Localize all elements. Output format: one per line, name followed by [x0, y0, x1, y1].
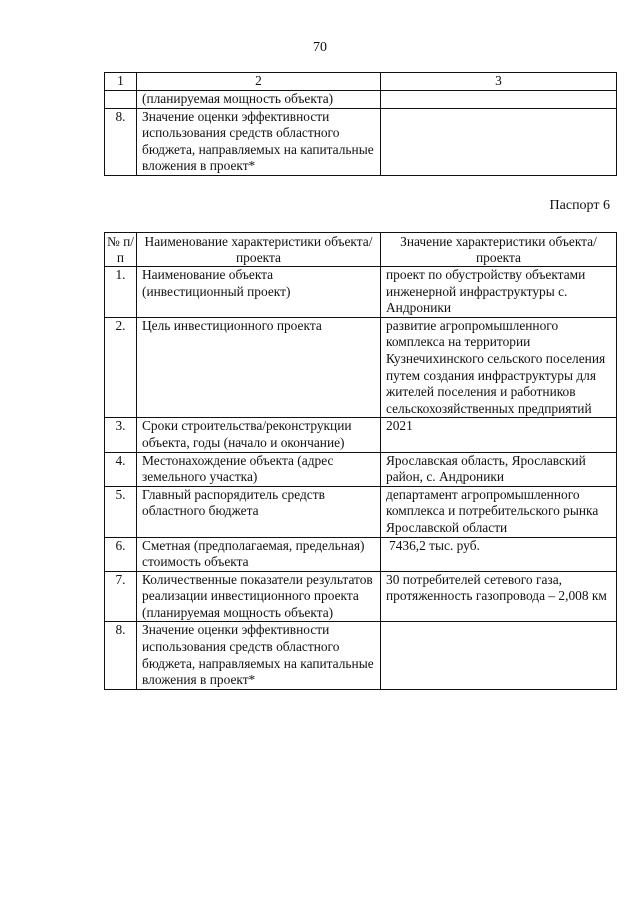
characteristic-value — [381, 537, 617, 571]
table-row — [105, 622, 617, 689]
continuation-table — [104, 72, 617, 176]
row-number: 1. — [105, 267, 137, 318]
table-row — [105, 108, 617, 175]
characteristic-name: Значение оценки эффективности использования средств областного бюджета, направляемых на капитальные вложения в проект* — [137, 108, 381, 175]
table-row — [105, 91, 617, 109]
characteristic-name: Сроки строительства/реконструкции объекта, годы (начало и окончание) — [137, 418, 381, 452]
table-header-row — [105, 233, 617, 267]
row-number: 8. — [105, 108, 137, 175]
characteristic-name: Местонахождение объекта (адрес земельного участка) — [137, 452, 381, 486]
cost-value: 7436,2 тыс. руб. — [389, 537, 480, 553]
row-number: 3. — [105, 418, 137, 452]
row-number: 7. — [105, 571, 137, 622]
characteristic-value: развитие агропромышленного комплекса на территории Кузнечихинского сельского поселения путем создания инфраструктуры для жителей поселения и работников сельскохозяйственных предприятий — [381, 317, 617, 418]
characteristic-value — [381, 622, 617, 689]
characteristic-name: Наименование объекта (инвестиционный проект) — [137, 267, 381, 318]
table-row — [105, 418, 617, 452]
column-number-3: 3 — [381, 73, 617, 91]
column-number-1: 1 — [105, 73, 137, 91]
characteristic-value — [381, 91, 617, 109]
column-number-2: 2 — [137, 73, 381, 91]
table-row — [105, 267, 617, 318]
page-number: 70 — [313, 40, 327, 55]
table-row — [105, 571, 617, 622]
characteristic-name: (планируемая мощность объекта) — [137, 91, 381, 109]
characteristic-value: 2021 — [381, 418, 617, 452]
characteristic-value: департамент агропромышленного комплекса и потребительского рынка Ярославской области — [381, 486, 617, 537]
column-number-row — [105, 73, 617, 91]
characteristic-name: Значение оценки эффективности использования средств областного бюджета, направляемых на капитальные вложения в проект* — [137, 622, 381, 689]
row-number — [105, 91, 137, 109]
characteristic-value: Ярославская область, Ярославский район, с. Андроники — [381, 452, 617, 486]
characteristic-name: Главный распорядитель средств областного бюджета — [137, 486, 381, 537]
characteristic-value: 30 потребителей сетевого газа, протяженность газопровода – 2,008 км — [381, 571, 617, 622]
header-name: Наименование характеристики объекта/проекта — [137, 233, 381, 267]
passport-label: Паспорт 6 — [549, 198, 610, 213]
row-number: 6. — [105, 537, 137, 571]
row-number: 5. — [105, 486, 137, 537]
passport-table — [104, 232, 617, 690]
characteristic-value — [381, 108, 617, 175]
characteristic-name: Цель инвестиционного проекта — [137, 317, 381, 418]
row-number: 8. — [105, 622, 137, 689]
header-value: Значение характеристики объекта/проекта — [381, 233, 617, 267]
table-row — [105, 317, 617, 418]
row-number: 2. — [105, 317, 137, 418]
row-number: 4. — [105, 452, 137, 486]
table-row — [105, 537, 617, 571]
table-row — [105, 486, 617, 537]
characteristic-value: проект по обустройству объектами инженерной инфраструктуры с. Андроники — [381, 267, 617, 318]
characteristic-name: Количественные показатели результатов реализации инвестиционного проекта (планируемая мощность объекта) — [137, 571, 381, 622]
table-row — [105, 452, 617, 486]
header-number: № п/п — [105, 233, 137, 267]
characteristic-name: Сметная (предполагаемая, предельная) стоимость объекта — [137, 537, 381, 571]
